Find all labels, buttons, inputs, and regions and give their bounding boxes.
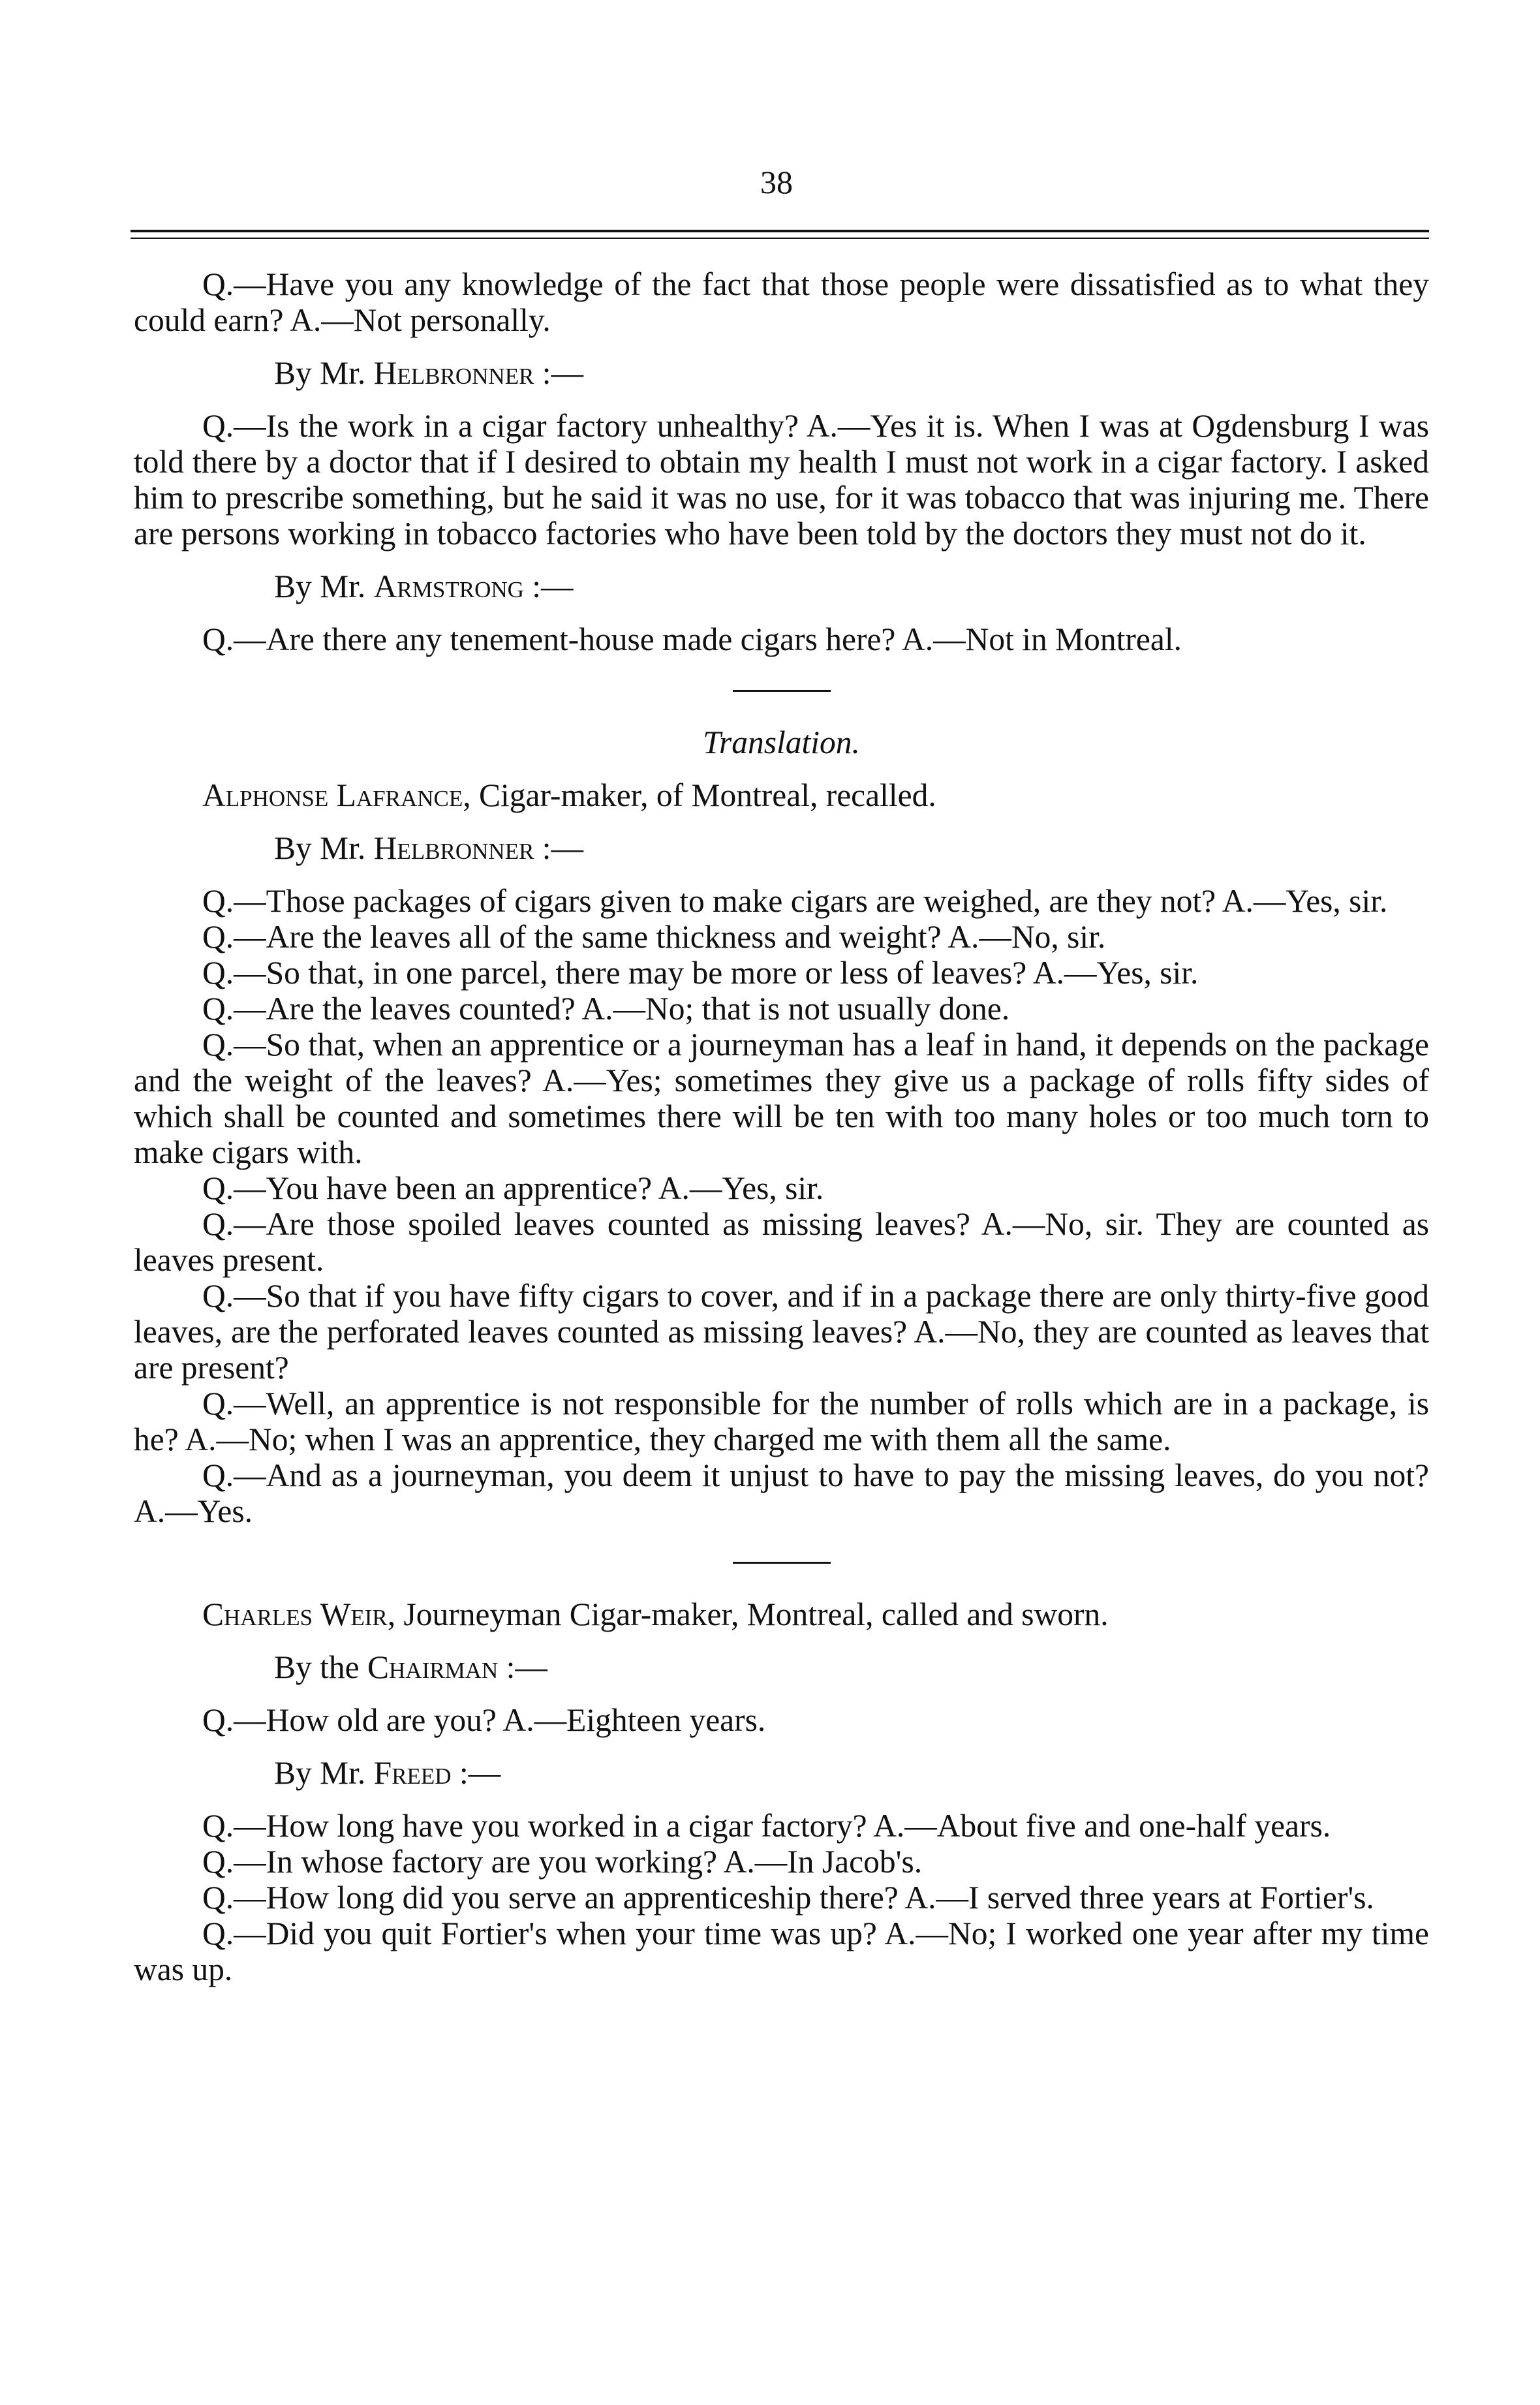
witness-heading: Charles Weir, Journeyman Cigar-maker, Montreal, called and sworn. — [202, 1596, 1109, 1632]
qa-paragraph: Q.—In whose factory are you working? A.—In Jacob's. — [202, 1844, 923, 1880]
qa-paragraph: Q.—So that if you have fifty cigars to cover, and if in a package there are only thirty-five good leaves, are the perforated leaves counted as missing leaves? A.—No, they are counted as leaves that are present? — [134, 1278, 1429, 1386]
examiner-line: By Mr. Freed :— — [274, 1755, 501, 1791]
examiner-line: By Mr. Armstrong :— — [274, 568, 574, 604]
paragraph: Q.—Are there any tenement-house made cigars here? A.—Not in Montreal. — [202, 621, 1182, 657]
qa-paragraph: Q.—Did you quit Fortier's when your time was up? A.—No; I worked one year after my time was up. — [134, 1916, 1429, 1987]
qa-paragraph: Q.—Are the leaves all of the same thickness and weight? A.—No, sir. — [202, 919, 1106, 955]
body-text — [134, 266, 1429, 1987]
witness-name: Alphonse Lafrance — [202, 777, 463, 813]
paragraph: Q.—Is the work in a cigar factory unhealthy? A.—Yes it is. When I was at Ogdensburg I was told there by a doctor that if I desired to obtain my health I must not work in a cigar factory. I asked him to prescribe something, but he said it was no use, for it was tobacco that was injuring me. There are persons working in tobacco factories who have been told by the doctors they must not do it. — [134, 408, 1429, 551]
qa-paragraph: Q.—Well, an apprentice is not responsible for the number of rolls which are in a package, is he? A.—No; when I was an apprentice, they charged me with them all the same. — [134, 1386, 1429, 1457]
translation-heading: Translation. — [703, 724, 860, 760]
qa-paragraph: Q.—How long have you worked in a cigar factory? A.—About five and one-half years. — [202, 1808, 1331, 1844]
examiner-line: By Mr. Helbronner :— — [274, 355, 584, 391]
header-double-rule — [131, 230, 1429, 239]
paragraph: Q.—Have you any knowledge of the fact that those people were dissatisfied as to what they could earn? A.—Not personally. — [134, 266, 1429, 338]
qa-paragraph: Q.—Are those spoiled leaves counted as missing leaves? A.—No, sir. They are counted as leaves present. — [134, 1206, 1429, 1278]
qa-paragraph: Q.—Are the leaves counted? A.—No; that is not usually done. — [202, 991, 1010, 1027]
witness-heading: Alphonse Lafrance, Cigar-maker, of Montreal, recalled. — [202, 777, 936, 813]
page-number: 38 — [760, 164, 793, 200]
paragraph: Q.—How old are you? A.—Eighteen years. — [202, 1702, 766, 1738]
examiner-name: Armstrong — [373, 568, 524, 604]
examiner-line: By Mr. Helbronner :— — [274, 830, 584, 866]
qa-paragraph: Q.—How long did you serve an apprenticeship there? A.—I served three years at Fortier's. — [202, 1880, 1374, 1916]
qa-paragraph: Q.—So that, in one parcel, there may be more or less of leaves? A.—Yes, sir. — [202, 955, 1199, 991]
examiner-name: Freed — [373, 1755, 452, 1791]
qa-paragraph: Q.—And as a journeyman, you deem it unjust to have to pay the missing leaves, do you not? A.—Yes. — [134, 1457, 1429, 1529]
examiner-name: Chairman — [367, 1649, 499, 1685]
examiner-line: By the Chairman :— — [274, 1649, 547, 1685]
witness-name: Charles Weir — [202, 1596, 388, 1632]
qa-paragraph: Q.—You have been an apprentice? A.—Yes, sir. — [202, 1170, 824, 1206]
qa-paragraph: Q.—So that, when an apprentice or a journeyman has a leaf in hand, it depends on the package and the weight of the leaves? A.—Yes; sometimes they give us a package of rolls fifty sides of which shall be counted and sometimes there will be ten with too many holes or too much torn to make cigars with. — [134, 1027, 1429, 1170]
examiner-name: Helbronner — [373, 355, 534, 391]
qa-paragraph: Q.—Those packages of cigars given to make cigars are weighed, are they not? A.—Yes, sir. — [202, 883, 1388, 919]
examiner-name: Helbronner — [373, 830, 534, 866]
